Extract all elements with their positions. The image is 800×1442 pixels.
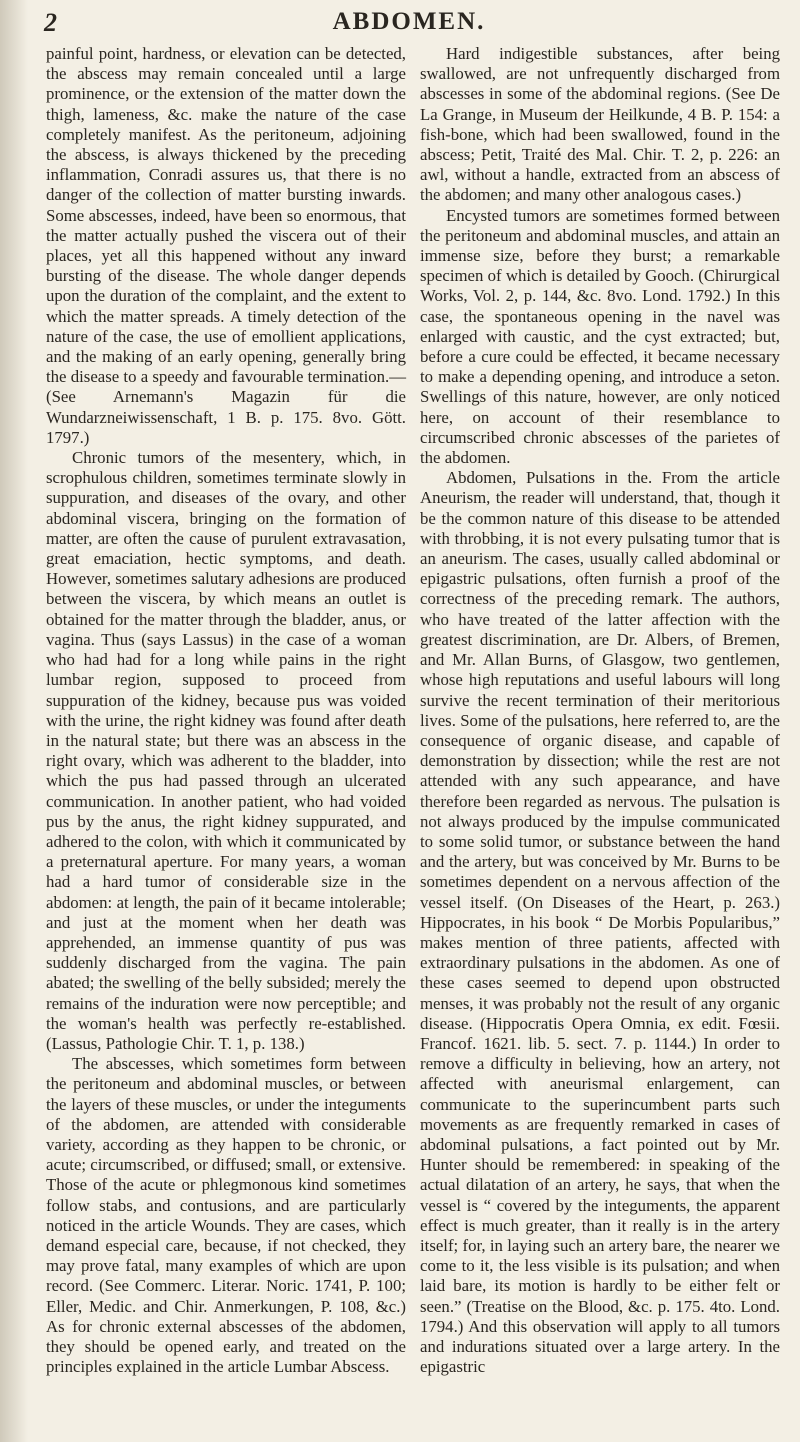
- paragraph: Encysted tumors are sometimes formed between the peritoneum and abdominal muscles, and attain an immense size, before they burst; a remarkable specimen of which is detailed by Gooch. (Chirurgical Works, Vol. 2, p. 144, &c. 8vo. Lond. 1792.) In this case, the spontaneous opening in the navel was enlarged with caustic, and the cyst extracted; but, before a cure could be effected, it became necessary to make a depending opening, and introduce a seton. Swellings of this nature, however, are only noticed here, on account of their resemblance to circumscribed chronic abscesses of the parietes of the abdomen.: [420, 205, 780, 468]
- paragraph: Chronic tumors of the mesentery, which, in scrophulous children, sometimes terminate slowly in suppuration, and diseases of the ovary, and other abdominal viscera, bringing on the formation of matter, are often the cause of purulent extravasation, great emaciation, hectic symptoms, and death. However, sometimes salutary adhesions are produced between the viscera, by which means an outlet is obtained for the matter through the bladder, anus, or vagina. Thus (says Lassus) in the case of a woman who had had for a long while pains in the right lumbar region, supposed to proceed from suppuration of the kidney, because pus was voided with the urine, the right kidney was found after death in the natural state; but there was an abscess in the right ovary, which was adherent to the bladder, into which the pus had passed through an ulcerated communication. In another patient, who had voided pus by the anus, the right kidney suppurated, and adhered to the colon, with which it communicated by a preternatural aperture. For many years, a woman had a hard tumor of considerable size in the abdomen: at length, the pain of it became intolerable; and just at the moment when her death was apprehended, an immense quantity of pus was suddenly discharged from the vagina. The pain abated; the swelling of the belly subsided; merely the remains of the induration were now perceptible; and the woman's health was perfectly re-established. (Lassus, Pathologie Chir. T. 1, p. 138.): [46, 448, 407, 1053]
- paragraph: Hard indigestible substances, after being swallowed, are not unfrequently discharged from abscesses in some of the abdominal regions. (See De La Grange, in Museum der Heilkunde, 4 B. P. 154: a fish-bone, which had been swallowed, found in the abscess; Petit, Traité des Mal. Chir. T. 2, p. 226: an awl, without a handle, extracted from an abscess of the abdomen; and many other analogous cases.): [420, 44, 780, 205]
- paragraph: painful point, hardness, or elevation can be detected, the abscess may remain concealed until a large prominence, or the extension of the matter down the thigh, lameness, &c. make the nature of the case completely manifest. As the peritoneum, adjoining the abscess, is always thickened by the preceding inflammation, Conradi assures us, that there is no danger of the collection of matter bursting inwards. Some abscesses, indeed, have been so enormous, that the matter actually pushed the viscera out of their places, yet all this happened without any inward bursting of the disease. The whole danger depends upon the duration of the complaint, and the extent to which the matter spreads. A timely detection of the nature of the case, the use of emollient applications, and the making of an early opening, generally bring the disease to a speedy and favourable termination.— (See Arnemann's Magazin für die Wundarzneiwissenschaft, 1 B. p. 175. 8vo. Gött. 1797.): [46, 44, 406, 447]
- page-gutter-shadow: [0, 0, 28, 1442]
- paragraph: Abdomen, Pulsations in the. From the article Aneurism, the reader will understand, that, though it be the common nature of this disease to be attended with throbbing, it is not every pulsating tumor that is an aneurism. The cases, usually called abdominal or epigastric pulsations, often furnish a proof of the correctness of the preceding remark. The authors, who have treated of the latter affection with the greatest discrimination, are Dr. Albers, of Bremen, and Mr. Allan Burns, of Glasgow, two gentlemen, whose high reputations and useful labours will long survive the recent termination of their meritorious lives. Some of the pulsations, here referred to, are the consequence of organic disease, and capable of demonstration by dissection; while the rest are not attended with any such appearance, and have therefore been regarded as nervous. The pulsation is not always produced by the impulse communicated to some solid tumor, or substance between the hand and the artery, but was conceived by Mr. Burns to be sometimes dependent on a nervous affection of the vessel itself. (On Diseases of the Heart, p. 263.) Hippocrates, in his book “ De Morbis Popularibus,” makes mention of three patients, affected with extraordinary pulsations in the abdomen. As one of these cases seemed to depend upon obstructed menses, it was probably not the result of any organic disease. (Hippocratis Opera Omnia, ex edit. Fœsii. Francof. 1621. lib. 5. sect. 7. p. 1144.) In order to remove a difficulty in believing, how an artery, not affected with aneurismal enlargement, can communicate to the superincumbent parts such movements as are frequently remarked in cases of abdominal pulsations, a fact pointed out by Mr. Hunter should be remembered: in speaking of the actual dilatation of an artery, he says, that when the vessel is “ covered by the integuments, the apparent effect is much greater, than it really is in the artery itself; for, in laying such an artery bare, the nearer we come to it, the less visible is its pulsation; and when laid bare, its motion is hardly to be either felt or seen.” (Treatise on the Blood, &c. p. 175. 4to. Lond. 1794.) And this observation will apply to all tumors and indurations situated over a large artery. In the epigastric: [420, 468, 780, 1377]
- page-number: 2: [44, 8, 57, 37]
- page-header: [44, 6, 774, 42]
- right-column: [420, 44, 780, 1377]
- paragraph: The abscesses, which sometimes form between the peritoneum and abdominal muscles, or between the layers of these muscles, or under the integuments of the abdomen, are attended with considerable variety, according as they happen to be chronic, or acute; circumscribed, or diffused; small, or extensive. Those of the acute or phlegmonous kind sometimes follow stabs, and contusions, and are particularly noticed in the article Wounds. They are cases, which demand especial care, because, if not checked, they may prove fatal, many examples of which are upon record. (See Commerc. Literar. Noric. 1741, P. 100; Eller, Medic. and Chir. Anmerkungen, P. 108, &c.) As for chronic external abscesses of the abdomen, they should be opened early, and treated on the principles explained in the article Lumbar Abscess.: [46, 1054, 406, 1377]
- left-column: [46, 44, 406, 1377]
- running-head: ABDOMEN.: [332, 8, 486, 35]
